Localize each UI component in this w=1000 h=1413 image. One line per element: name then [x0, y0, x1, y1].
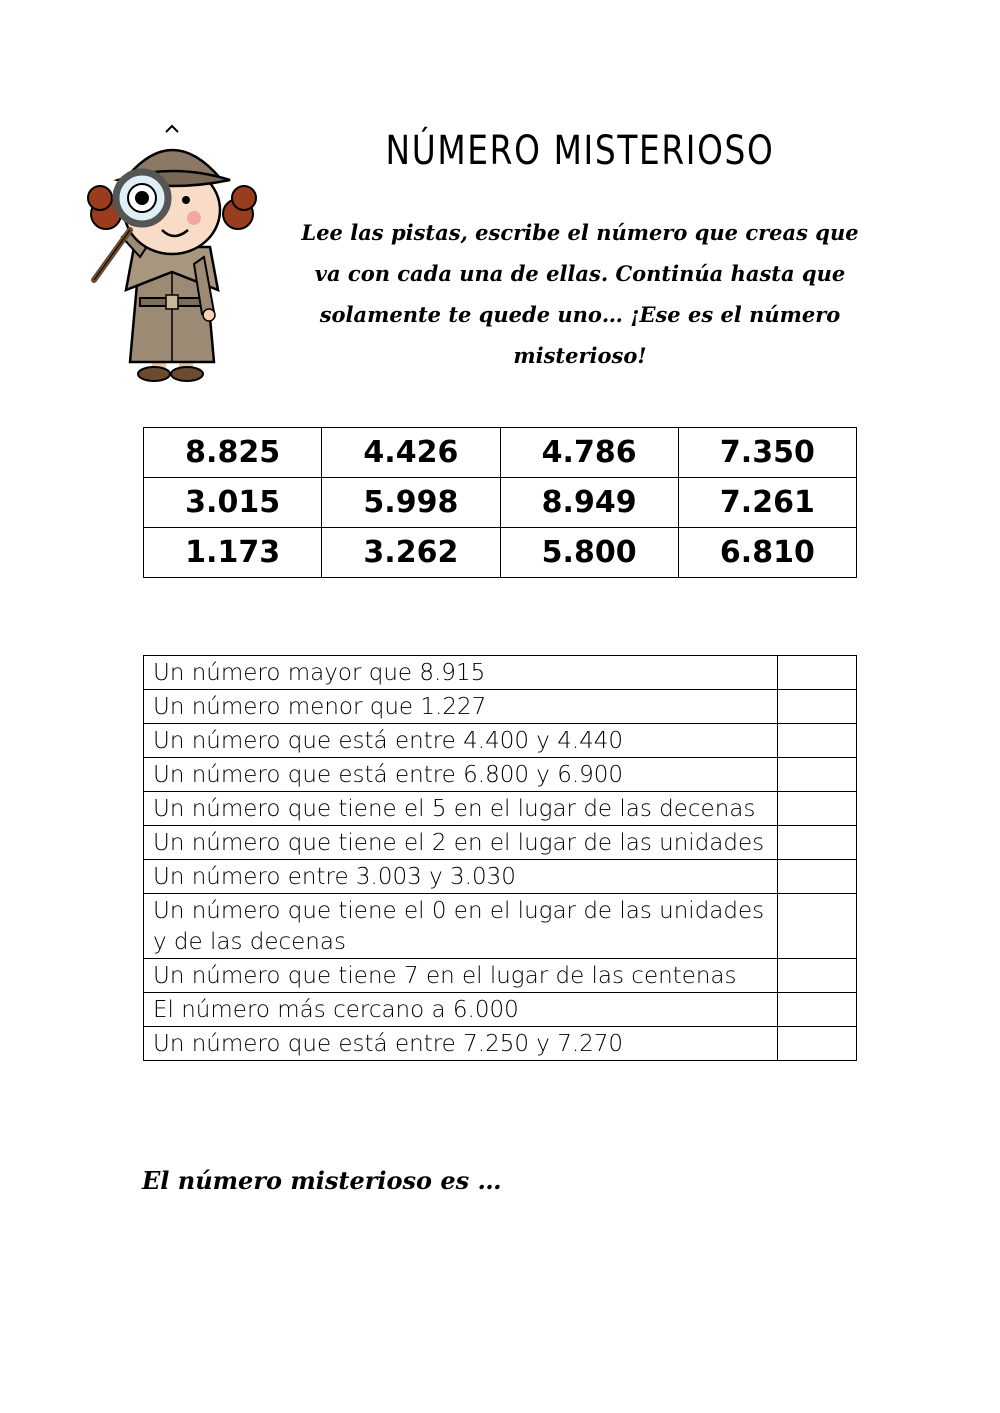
number-cell: 4.786 — [500, 428, 678, 478]
clue-text: Un número que tiene el 5 en el lugar de las decenas — [144, 792, 778, 826]
clue-row — [144, 724, 857, 758]
clue-row — [144, 792, 857, 826]
number-cell: 1.173 — [144, 528, 322, 578]
number-cell: 8.949 — [500, 478, 678, 528]
clue-text: Un número que tiene el 0 en el lugar de las unidades y de las decenas — [144, 894, 778, 959]
number-cell: 5.998 — [322, 478, 500, 528]
answer-cell[interactable] — [778, 860, 857, 894]
answer-cell[interactable] — [778, 894, 857, 959]
numbers-row — [144, 478, 857, 528]
clue-text: Un número que está entre 6.800 y 6.900 — [144, 758, 778, 792]
clue-row — [144, 993, 857, 1027]
answer-cell[interactable] — [778, 993, 857, 1027]
clue-text: Un número que está entre 4.400 y 4.440 — [144, 724, 778, 758]
clue-text: Un número menor que 1.227 — [144, 690, 778, 724]
number-cell: 5.800 — [500, 528, 678, 578]
clue-row — [144, 656, 857, 690]
final-answer-label: El número misterioso es … — [142, 1166, 502, 1195]
clue-text: Un número que tiene el 2 en el lugar de las unidades — [144, 826, 778, 860]
clue-row — [144, 690, 857, 724]
number-cell: 6.810 — [678, 528, 856, 578]
clue-row — [144, 826, 857, 860]
clue-row — [144, 1027, 857, 1061]
clues-table — [143, 655, 857, 1061]
numbers-row — [144, 528, 857, 578]
page-title: NÚMERO MISTERIOSO — [385, 128, 775, 174]
number-cell: 4.426 — [322, 428, 500, 478]
clue-text: Un número que tiene 7 en el lugar de las centenas — [144, 959, 778, 993]
clue-text: El número más cercano a 6.000 — [144, 993, 778, 1027]
clue-row — [144, 860, 857, 894]
clue-row — [144, 758, 857, 792]
answer-cell[interactable] — [778, 826, 857, 860]
clue-row — [144, 894, 857, 959]
answer-cell[interactable] — [778, 724, 857, 758]
number-cell: 3.262 — [322, 528, 500, 578]
number-cell: 8.825 — [144, 428, 322, 478]
numbers-row — [144, 428, 857, 478]
instructions-text: Lee las pistas, escribe el número que creas que va con cada una de ellas. Continúa hasta que solamente te quede uno… ¡Ese es el número misterioso! — [301, 220, 859, 368]
clue-text: Un número entre 3.003 y 3.030 — [144, 860, 778, 894]
number-cell: 7.350 — [678, 428, 856, 478]
number-cell: 7.261 — [678, 478, 856, 528]
detective-girl-icon — [82, 122, 262, 384]
answer-cell[interactable] — [778, 792, 857, 826]
answer-cell[interactable] — [778, 656, 857, 690]
answer-cell[interactable] — [778, 1027, 857, 1061]
answer-cell[interactable] — [778, 758, 857, 792]
answer-cell[interactable] — [778, 690, 857, 724]
numbers-grid — [143, 427, 857, 578]
clue-row — [144, 959, 857, 993]
clue-text: Un número que está entre 7.250 y 7.270 — [144, 1027, 778, 1061]
number-cell: 3.015 — [144, 478, 322, 528]
answer-cell[interactable] — [778, 959, 857, 993]
clue-text: Un número mayor que 8.915 — [144, 656, 778, 690]
